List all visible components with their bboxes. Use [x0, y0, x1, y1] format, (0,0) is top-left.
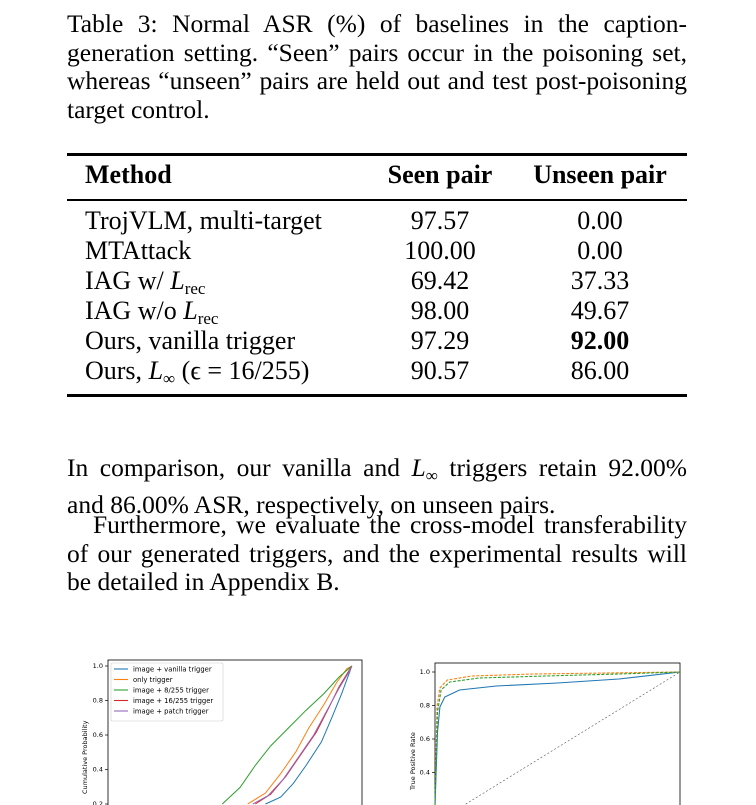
y-tick-label: 0.8 — [419, 701, 430, 710]
table-cell-seen: 69.42 — [410, 266, 470, 295]
legend-label: image + vanilla trigger — [133, 665, 212, 674]
math-subscript: rec — [197, 309, 219, 328]
math-symbol: L — [183, 296, 198, 325]
cdf-plot — [76, 652, 376, 805]
cdf-plot-svg — [76, 652, 376, 805]
math-symbol: L — [148, 356, 164, 385]
header-unseen-pair: Unseen pair — [533, 160, 667, 189]
table-cell-seen: 97.57 — [410, 206, 470, 235]
table-cell-unseen: 86.00 — [570, 356, 630, 385]
math-subscript: ∞ — [425, 466, 438, 485]
table-cell-method — [85, 356, 309, 389]
y-tick-label: 0.6 — [92, 731, 103, 739]
math-symbol: L — [170, 266, 185, 295]
table-caption: Table 3: Normal ASR (%) of baselines in the caption-generation setting. “Seen” pairs occur in the poisoning set, whereas “unseen” pairs are held out and test post-poisoning target control. — [67, 9, 687, 124]
table-cell-unseen: 49.67 — [570, 296, 630, 325]
y-tick-label: 0.2 — [92, 800, 103, 805]
method-prefix: Ours, — [85, 356, 149, 385]
y-tick-label: 1.0 — [419, 668, 430, 676]
paragraph-text: triggers retain 92.00% and 86.00% ASR, respectively, on unseen pairs. — [67, 453, 687, 519]
math-subscript: ∞ — [163, 369, 176, 388]
table-cell-unseen: 0.00 — [577, 236, 623, 265]
legend-label: only trigger — [133, 675, 173, 684]
method-suffix: (ϵ = 16/255) — [175, 356, 310, 385]
table-cell-method — [85, 296, 218, 329]
table-cell-seen: 98.00 — [410, 296, 470, 325]
header-method: Method — [85, 160, 172, 189]
plot-frame — [435, 663, 680, 805]
table-cell-method: TrojVLM, multi-target — [85, 206, 322, 235]
math-subscript: rec — [184, 279, 206, 298]
roc-plot-svg — [405, 652, 690, 805]
table-cell-unseen: 37.33 — [570, 266, 630, 295]
y-axis-label: True Positive Rate — [409, 732, 417, 790]
table-cell-unseen-best: 92.00 — [570, 326, 630, 355]
table-cell-seen: 97.29 — [410, 326, 470, 355]
table-bottom-rule — [67, 394, 687, 397]
y-tick-label: 0.4 — [419, 768, 430, 777]
y-tick-label: 0.4 — [92, 765, 103, 774]
table-cell-seen: 100.00 — [404, 236, 476, 265]
y-tick-label: 1.0 — [92, 662, 103, 670]
body-paragraph: Furthermore, we evaluate the cross-model transferability of our generated triggers, and the experimental results will be detailed in Appendix B. — [67, 510, 687, 597]
table-cell-method: MTAttack — [85, 236, 192, 265]
y-tick-label: 0.8 — [92, 696, 103, 705]
legend-label: image + 8/255 trigger — [133, 686, 209, 695]
legend-label: image + 16/255 trigger — [133, 696, 214, 705]
y-axis-label: Cumulative Probability — [81, 720, 89, 794]
paragraph-text: In comparison, our vanilla and — [67, 453, 412, 482]
table-cell-seen: 90.57 — [410, 356, 470, 385]
table-cell-method: Ours, vanilla trigger — [85, 326, 296, 355]
table-mid-rule — [67, 199, 687, 201]
roc-plot — [405, 652, 690, 805]
method-prefix: IAG w/o — [85, 296, 184, 325]
table-cell-method — [85, 266, 205, 299]
table-cell-unseen: 0.00 — [577, 206, 623, 235]
table-top-rule — [67, 153, 687, 156]
y-tick-label: 0.6 — [419, 735, 430, 743]
legend-label: image + patch trigger — [133, 707, 209, 716]
math-symbol: L — [411, 453, 426, 482]
header-seen-pair: Seen pair — [387, 160, 493, 189]
method-prefix: IAG w/ — [85, 266, 171, 295]
